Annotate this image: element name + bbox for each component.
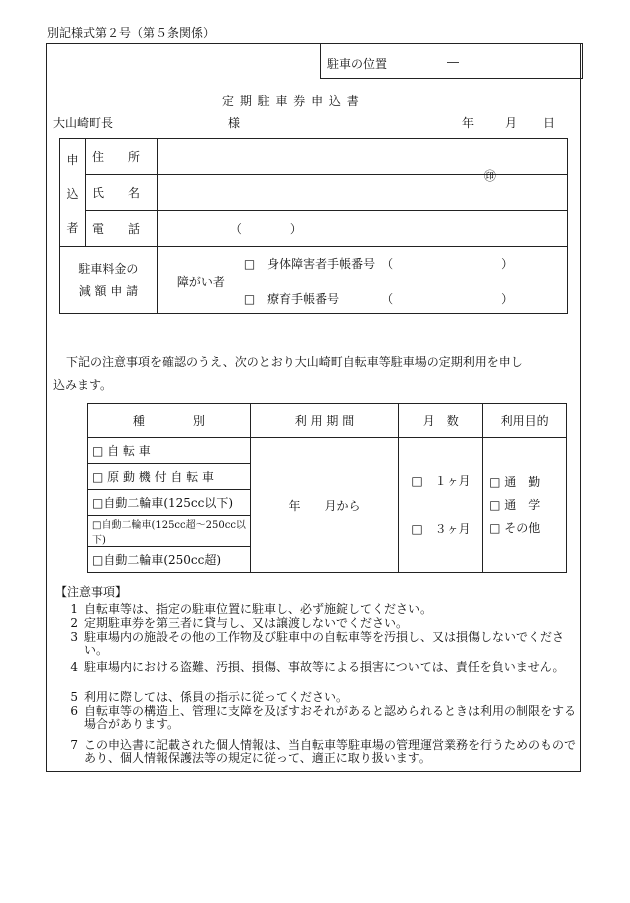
date-year[interactable]: 年 [462, 116, 475, 130]
intro-line-1: 下記の注意事項を確認のうえ、次のとおり大山崎町自転車等駐車場の定期利用を申し [66, 355, 523, 369]
rehabilitation-checkbox[interactable]: □ 療育手帳番号 （ ） [243, 292, 514, 306]
disabled-label: 障がい者 [176, 275, 225, 289]
address-field[interactable] [157, 139, 567, 175]
months-cell [399, 438, 483, 573]
note-item: 4 駐車場内における盗難、汚損、損傷、事故等による損害については、責任を負いません。 [70, 660, 565, 674]
header-type: 種 別 [88, 404, 251, 438]
note-item: 5 利用に際しては、係員の指示に従ってください。 [70, 690, 349, 704]
note-item: 7 この申込書に記載された個人情報は、当自転車等駐車場の管理運営業務を行うためのものであり、個人情報保護法等の規定に従って、適正に取り扱います。 [70, 738, 577, 765]
applicant-side-label: 申 込 者 [60, 139, 86, 247]
date-day[interactable]: 日 [543, 116, 556, 130]
parking-position-label: 駐車の位置 [327, 57, 388, 71]
type-moped[interactable]: □ 原 動 機 付 自 転 車 [88, 464, 251, 490]
usage-table [87, 403, 567, 573]
type-motorcycle-125[interactable]: □自動二輪車(125cc以下) [88, 490, 251, 516]
name-field[interactable] [157, 169, 567, 211]
honorific: 様 [228, 116, 241, 130]
form-title: 定 期 駐 車 券 申 込 書 [222, 94, 360, 108]
note-item: 2 定期駐車券を第三者に貸与し、又は譲渡しないでください。 [70, 616, 409, 630]
date-month[interactable]: 月 [505, 116, 518, 130]
notes-heading: 【注意事項】 [55, 585, 128, 599]
discount-request-field [157, 247, 567, 314]
physical-disability-checkbox[interactable]: □ 身体障害者手帳番号 （ ） [243, 257, 514, 271]
parking-position-box [320, 43, 583, 79]
note-item: 1 自転車等は、指定の駐車位置に駐車し、必ず施錠してください。 [70, 602, 433, 616]
header-months: 月 数 [399, 404, 483, 438]
addressee: 大山崎町長 [53, 116, 114, 130]
intro-line-2: 込みます。 [53, 378, 113, 392]
type-motorcycle-over-250[interactable]: □自動二輪車(250cc超) [88, 547, 251, 573]
header-purpose: 利用目的 [483, 404, 567, 438]
address-label: 住 所 [85, 139, 157, 175]
phone-field[interactable]: （ ） [157, 211, 567, 247]
type-motorcycle-250[interactable]: □自動二輪車(125cc超～250cc以下) [88, 516, 251, 547]
purpose-commute-checkbox[interactable]: □ 通 勤 [489, 474, 541, 489]
purpose-cell [483, 438, 567, 573]
period-cell[interactable]: 年 月から [250, 438, 399, 573]
note-item: 6 自転車等の構造上、管理に支障を及ぼすおそれがあると認められるときは利用の制限をする場合があります。 [70, 704, 577, 731]
form-number: 別記様式第２号（第５条関係） [47, 26, 216, 40]
type-bicycle[interactable]: □ 自 転 車 [88, 438, 251, 464]
months-3-checkbox[interactable]: □ ３ヶ月 [411, 522, 471, 536]
applicant-table [59, 138, 568, 314]
purpose-school-checkbox[interactable]: □ 通 学 [489, 497, 541, 512]
seal-mark: ㊞ [483, 169, 496, 183]
parking-position-value[interactable]: ― [447, 55, 459, 69]
purpose-other-checkbox[interactable]: □ その他 [489, 520, 541, 535]
name-label: 氏 名 [85, 175, 157, 211]
note-item: 3 駐車場内の施設その他の工作物及び駐車中の自転車等を汚損し、又は損傷しないでください。 [70, 630, 565, 657]
months-1-checkbox[interactable]: □ １ヶ月 [411, 474, 471, 488]
discount-request-label: 駐車料金の 減 額 申 請 [60, 247, 158, 314]
header-period: 利 用 期 間 [250, 404, 399, 438]
phone-label: 電 話 [85, 211, 157, 247]
